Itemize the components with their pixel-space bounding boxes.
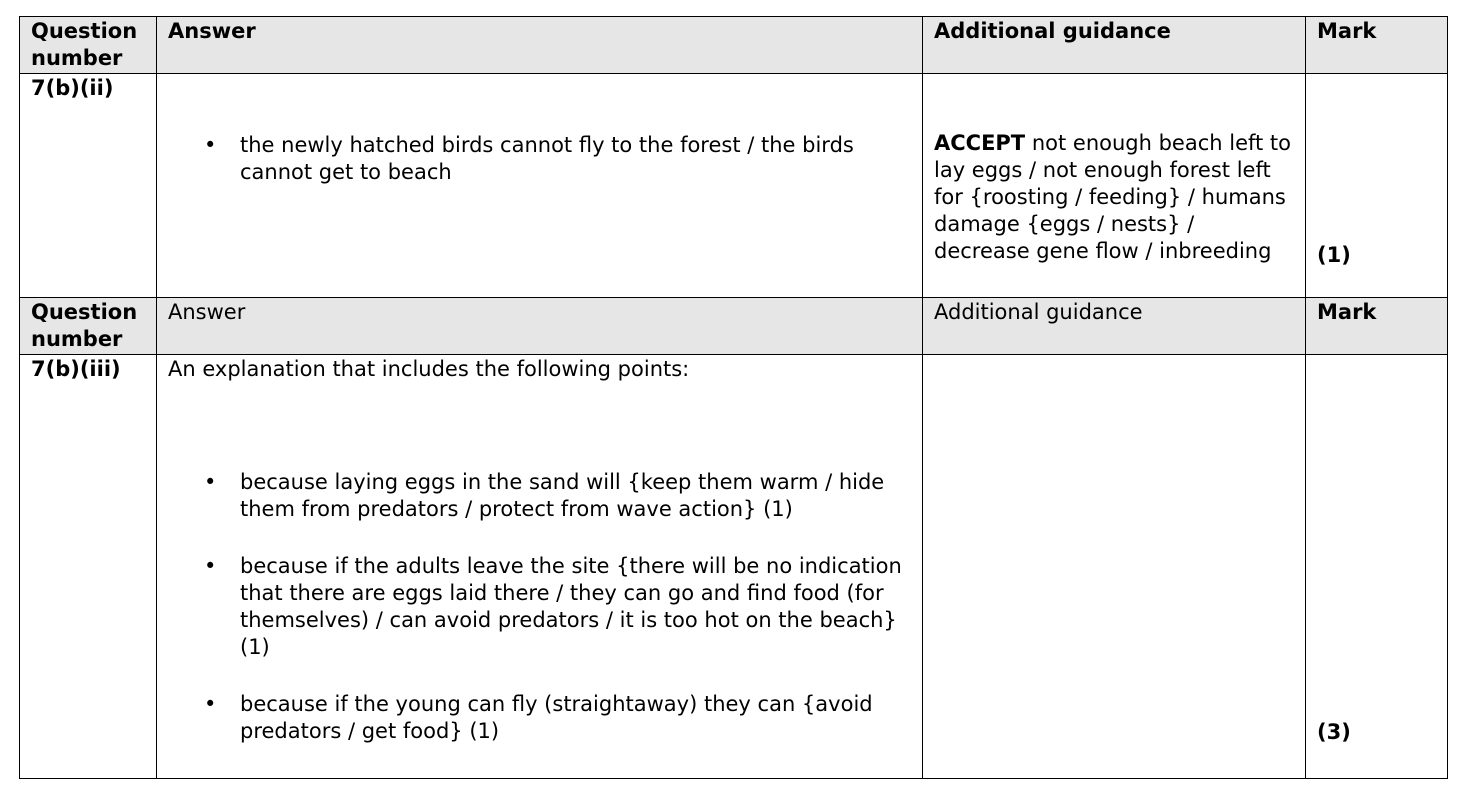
guidance-text xyxy=(934,130,1294,265)
answer-cell xyxy=(157,355,923,779)
header-answer: Answer xyxy=(157,17,923,74)
header-mark: Mark xyxy=(1306,17,1448,74)
header-answer: Answer xyxy=(157,298,923,355)
header-row xyxy=(20,298,1448,355)
answer-point: • the newly hatched birds cannot fly to the forest / the birds cannot get to beach xyxy=(168,132,911,186)
guidance-body: not enough beach left to lay eggs / not enough forest left for {roosting / feeding} / humans damage {eggs / nests} / decrease gene flow / inbreeding xyxy=(934,131,1292,263)
guidance-cell xyxy=(923,74,1306,298)
answer-point: • because laying eggs in the sand will {keep them warm / hide them from predators / protect from wave action} (1) xyxy=(168,469,911,523)
guidance-cell xyxy=(923,355,1306,779)
header-row xyxy=(20,17,1448,74)
header-additional-guidance: Additional guidance xyxy=(923,298,1306,355)
answer-points xyxy=(168,469,911,745)
answer-row-7biii xyxy=(20,355,1448,779)
answer-cell xyxy=(157,74,923,298)
answer-intro: An explanation that includes the following points: xyxy=(168,357,690,381)
header-question-number: Question number xyxy=(20,17,157,74)
answer-point: • because if the young can fly (straightaway) they can {avoid predators / get food} (1) xyxy=(168,691,911,745)
mark-cell xyxy=(1306,74,1448,298)
mark-cell xyxy=(1306,355,1448,779)
accept-keyword: ACCEPT xyxy=(934,131,1026,155)
answer-row-7bii xyxy=(20,74,1448,298)
header-additional-guidance: Additional guidance xyxy=(923,17,1306,74)
answer-point: • because if the adults leave the site {there will be no indication that there are eggs laid there / they can go and find food (for themselves) / can avoid predators / it is too hot on the beach} (1) xyxy=(168,553,911,661)
question-number-cell: 7(b)(ii) xyxy=(20,74,157,298)
header-question-number: Question number xyxy=(20,298,157,355)
mark-value: (3) xyxy=(1317,720,1351,744)
header-mark: Mark xyxy=(1306,298,1448,355)
mark-scheme-table xyxy=(19,16,1448,779)
question-number-cell: 7(b)(iii) xyxy=(20,355,157,779)
mark-value: (1) xyxy=(1317,243,1351,267)
answer-points xyxy=(168,132,911,186)
